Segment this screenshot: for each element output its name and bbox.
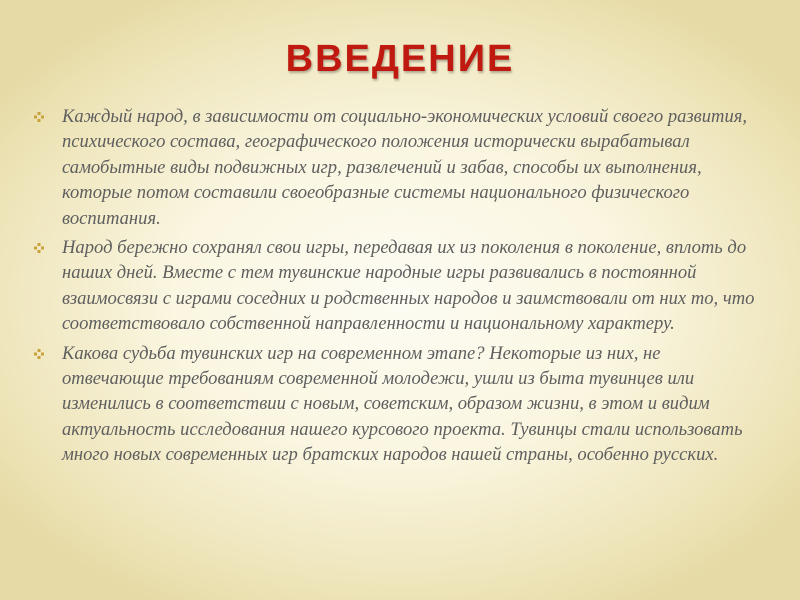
bullet-item — [34, 235, 764, 337]
slide-title: ВВЕДЕНИЕ — [285, 38, 515, 80]
bullet-text: Каждый народ, в зависимости от социально-экономических условий своего развития, психического состава, географического положения исторически вырабатывал самобытные виды подвижных игр, развлечений и забав, способы их выполнения, которые потом составили своеобразные системы национального физического воспитания. — [62, 106, 748, 229]
bullet-text: Народ бережно сохранял свои игры, передавая их из поколения в поколение, вплоть до наших дней. Вместе с тем тувинские народные игры развивались в постоянной взаимосвязи с играми соседних и родственных народов и заимствовали от них то, что соответствовало собственной направленности и национальному характеру. — [62, 237, 755, 335]
diamond-bullet-icon — [34, 349, 44, 359]
diamond-bullet-icon — [34, 112, 44, 122]
bullet-item — [34, 341, 764, 468]
slide-content — [34, 104, 764, 472]
bullet-item — [34, 104, 764, 231]
bullet-text: Какова судьба тувинских игр на современном этапе? Некоторые из них, не отвечающие требованиям современной молодежи, ушли из быта тувинцев или изменились в соответствии с новым, советским, образом жизни, в этом и видим актуальность исследования нашего курсового проекта. Тувинцы стали использовать много новых современных игр братских народов нашей страны, особенно русских. — [62, 342, 743, 466]
diamond-bullet-icon — [34, 243, 44, 253]
